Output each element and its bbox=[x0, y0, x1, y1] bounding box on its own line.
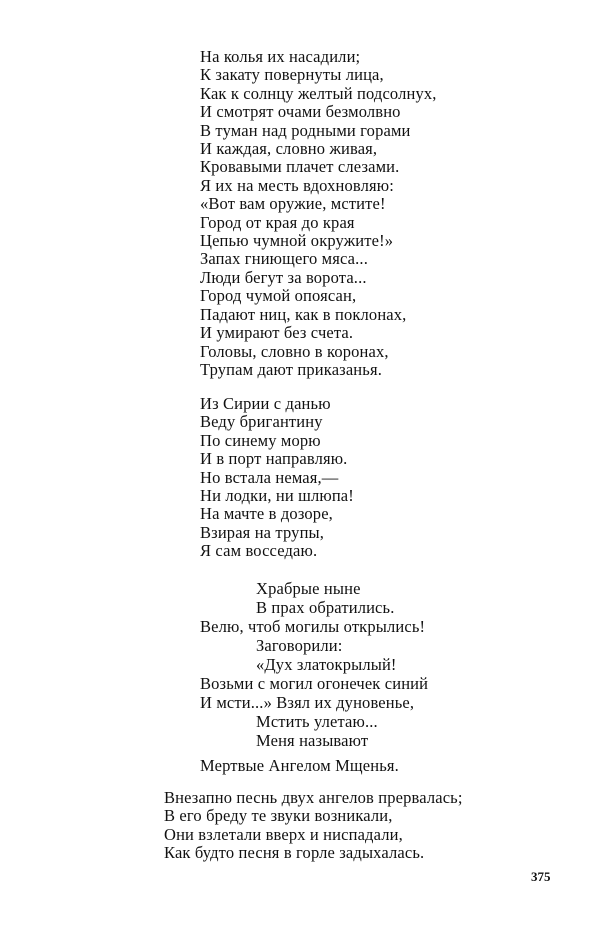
poem-line: «Дух златокрылый! bbox=[256, 655, 397, 674]
poem-line: Взирая на трупы, bbox=[200, 522, 325, 542]
poem-line: Как будто песня в горле задыхалась. bbox=[164, 843, 425, 863]
poem-line: Велю, чтоб могилы открылись! bbox=[200, 617, 426, 636]
poem-line: На колья их насадили; bbox=[200, 47, 361, 66]
poem-line: Внезапно песнь двух ангелов прервалась; bbox=[164, 788, 463, 807]
poem-line: И мсти...» Взял их дуновенье, bbox=[200, 693, 415, 712]
poem-line: В его бреду те звуки возникали, bbox=[164, 806, 393, 826]
poem-line: Мертвые Ангелом Мщенья. bbox=[200, 756, 399, 775]
poem-line: И в порт направляю. bbox=[200, 449, 348, 469]
poem-stanza-4 bbox=[164, 789, 463, 863]
poem-line: На мачте в дозоре, bbox=[200, 504, 333, 524]
poem-line: Они взлетали вверх и ниспадали, bbox=[164, 824, 403, 844]
poem-line: Из Сирии с данью bbox=[200, 394, 331, 413]
poem-line: Но встала немая,— bbox=[200, 467, 339, 487]
poem-line: Трупам дают приказанья. bbox=[200, 359, 382, 379]
poem-line: Я сам восседаю. bbox=[200, 541, 318, 561]
poem-line: И смотрят очами безмолвно bbox=[200, 102, 401, 122]
poem-line: И каждая, словно живая, bbox=[200, 139, 378, 159]
poem-line: «Вот вам оружие, мстите! bbox=[200, 194, 386, 214]
poem-line: Падают ниц, как в поклонах, bbox=[200, 304, 407, 324]
poem-line: Цепью чумной окружите!» bbox=[200, 231, 394, 251]
poem-line: Храбрые ныне bbox=[256, 579, 361, 598]
page-number: 375 bbox=[531, 869, 551, 884]
poem-line: Город от края до края bbox=[200, 212, 355, 232]
poem-line: Головы, словно в коронах, bbox=[200, 341, 389, 361]
poem-line: В туман над родными горами bbox=[200, 120, 411, 140]
poem-stanza-2 bbox=[200, 395, 354, 561]
poem-stanza-3 bbox=[200, 579, 428, 775]
poem-line: Заговорили: bbox=[256, 636, 343, 655]
poem-line: Город чумой опоясан, bbox=[200, 286, 357, 306]
poem-line: В прах обратились. bbox=[256, 598, 395, 617]
poem-line: Возьми с могил огонечек синий bbox=[200, 674, 429, 693]
poem-line: К закату повернуты лица, bbox=[200, 65, 384, 85]
poem-line: Запах гниющего мяса... bbox=[200, 249, 368, 269]
poem-stanza-1 bbox=[200, 48, 437, 379]
poem-line: Ни лодки, ни шлюпа! bbox=[200, 486, 354, 506]
poem-line: Я их на месть вдохновляю: bbox=[200, 175, 394, 195]
poem-line: Люди бегут за ворота... bbox=[200, 267, 367, 287]
poem-line: Веду бригантину bbox=[200, 412, 323, 432]
poem-line: Как к солнцу желтый подсолнух, bbox=[200, 83, 437, 103]
poem-line: Мстить улетаю... bbox=[256, 712, 378, 731]
poem-line: И умирают без счета. bbox=[200, 323, 354, 343]
poem-line: Кровавыми плачет слезами. bbox=[200, 157, 400, 177]
poem-line: Меня называют bbox=[256, 731, 369, 750]
poem-line: По синему морю bbox=[200, 430, 321, 450]
